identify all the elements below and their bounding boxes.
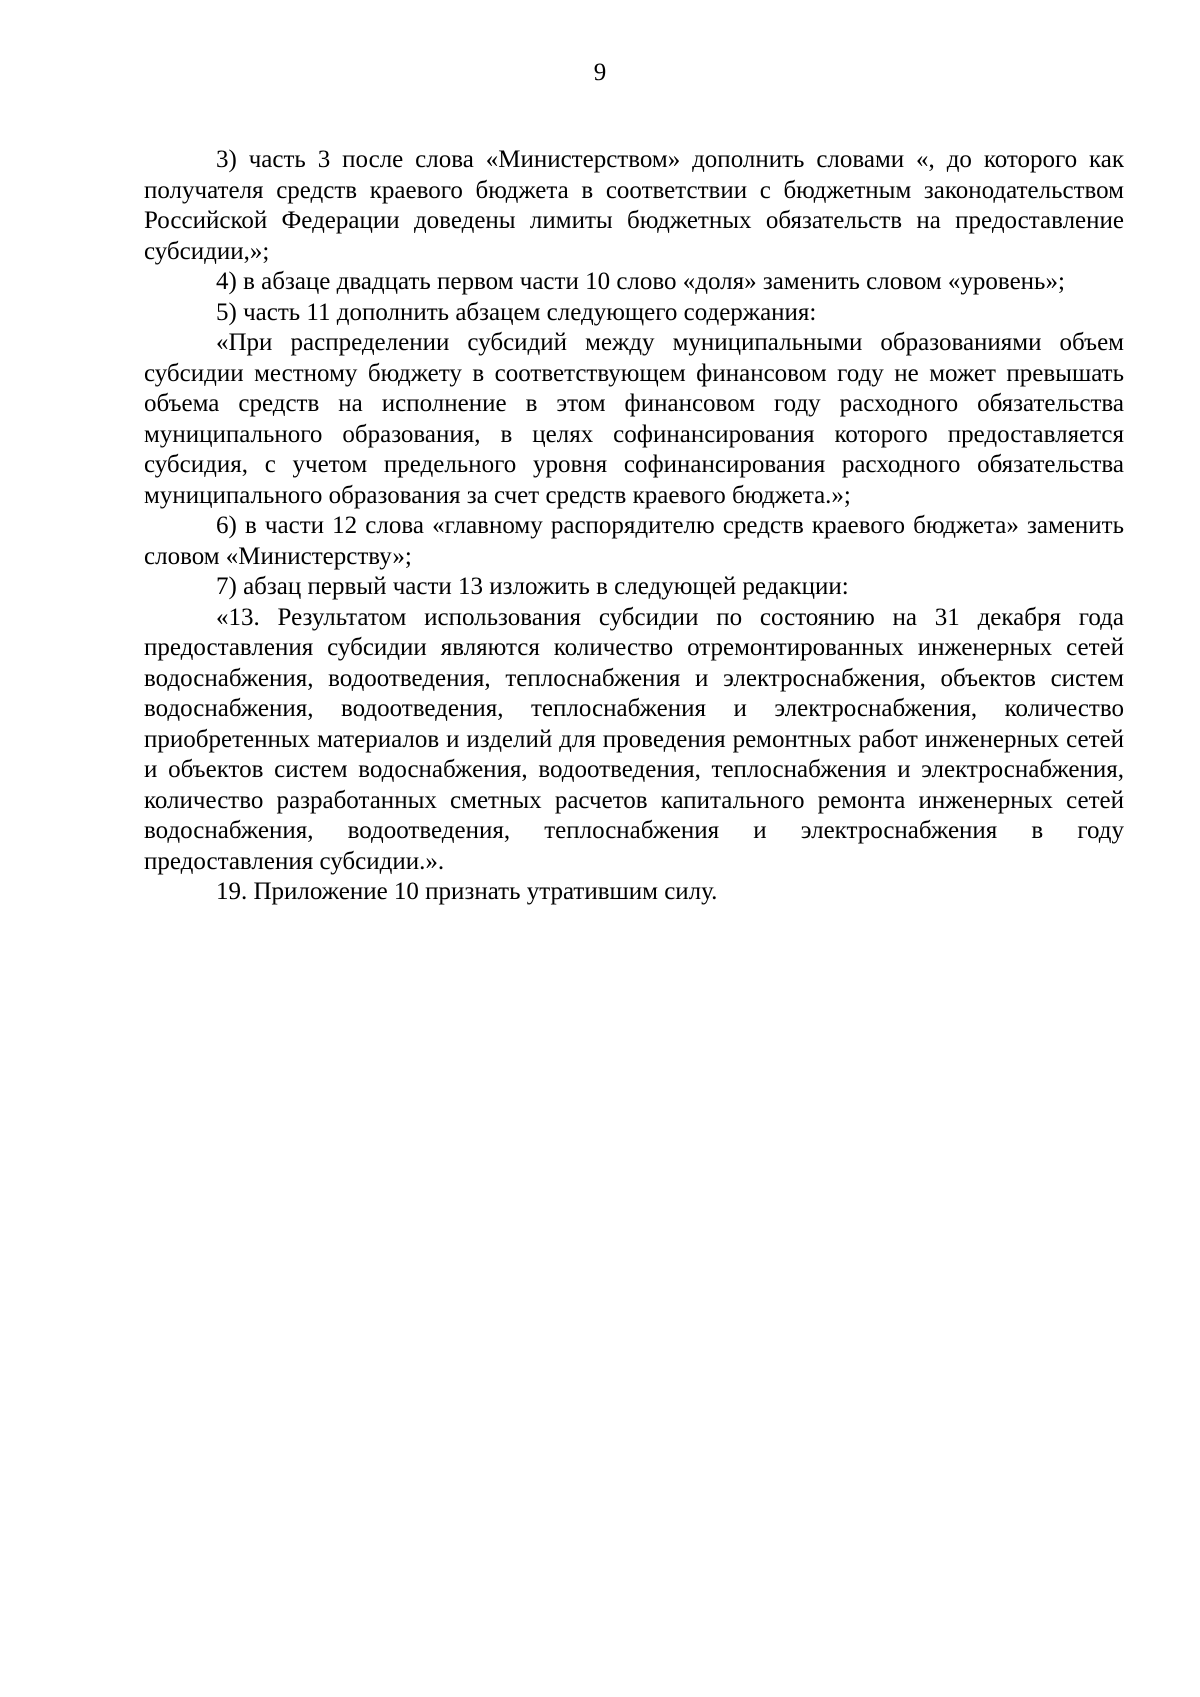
paragraph-quote-part-13: «13. Результатом использования субсидии по состоянию на 31 декабря года предоставления субсидии являются количество отремонтированных инженерных сетей водоснабжения, водоотведения, теплоснабжения и электроснабжения, объектов систем водоснабжения, водоотведения, теплоснабжения и электроснабжения, количество приобретенных материалов и изделий для проведения ремонтных работ инженерных сетей и объектов систем водоснабжения, водоотведения, теплоснабжения и электроснабжения, количество разработанных сметных расчетов капитального ремонта инженерных сетей водоснабжения, водоотведения, теплоснабжения и электроснабжения в году предоставления субсидии.». (144, 603, 1124, 875)
paragraph-item-5: 5) часть 11 дополнить абзацем следующего содержания: (216, 298, 817, 326)
paragraph-item-4: 4) в абзаце двадцать первом части 10 слово «доля» заменить словом «уровень»; (216, 268, 1065, 295)
paragraph-item-7: 7) абзац первый части 13 изложить в следующей редакции: (216, 573, 849, 600)
document-body (144, 145, 1124, 908)
paragraph-item-6: 6) в части 12 слова «главному распорядителю средств краевого бюджета» заменить словом «Министерству»; (144, 512, 1124, 570)
page-number: 9 (593, 59, 607, 86)
paragraph-item-3: 3) часть 3 после слова «Министерством» дополнить словами «, до которого как получателя средств краевого бюджета в соответствии с бюджетным законодательством Российской Федерации доведены лимиты бюджетных обязательств на предоставление субсидии,»; (144, 146, 1124, 265)
paragraph-point-19: 19. Приложение 10 признать утратившим силу. (216, 878, 718, 905)
paragraph-quote-part-11: «При распределении субсидий между муниципальными образованиями объем субсидии местному бюджету в соответствующем финансовом году не может превышать объема средств на исполнение в этом финансовом году расходного обязательства муниципального образования, в целях софинансирования которого предоставляется субсидия, с учетом предельного уровня софинансирования расходного обязательства муниципального образования за счет средств краевого бюджета.»; (144, 329, 1124, 509)
